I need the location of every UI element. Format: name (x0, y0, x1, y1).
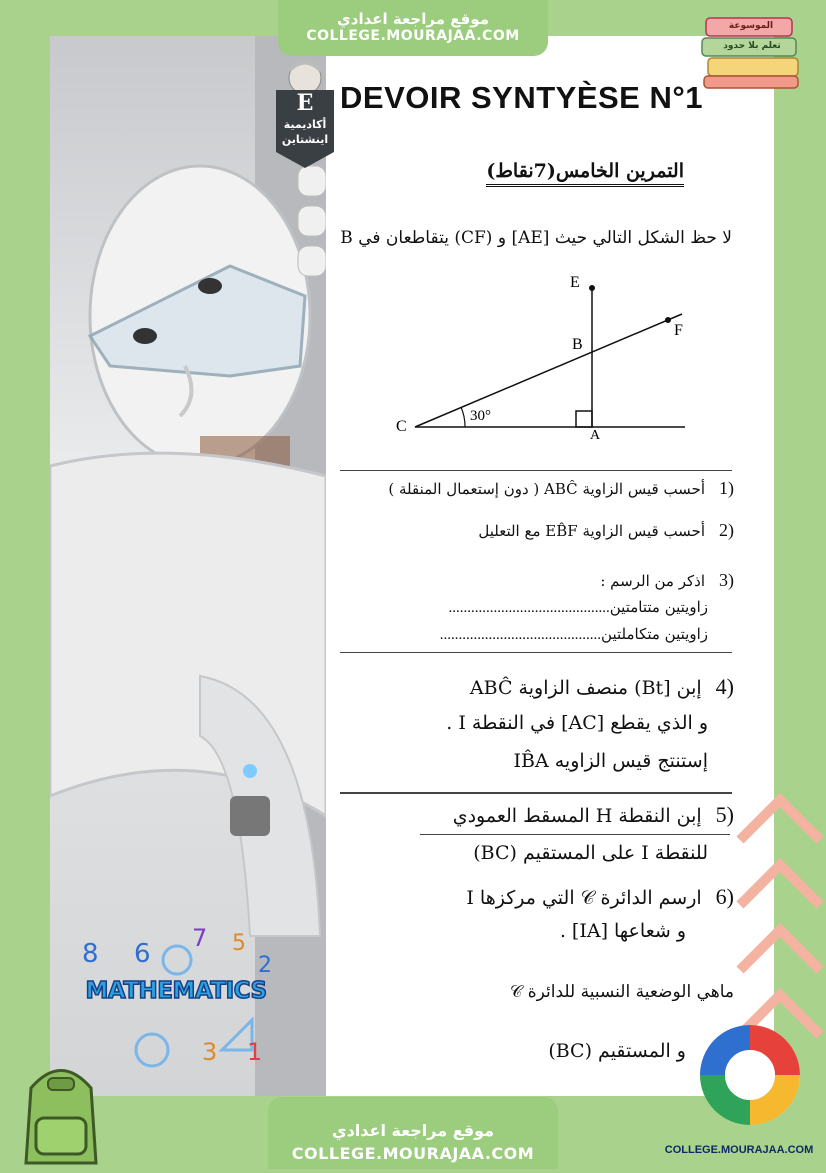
svg-text:7: 7 (192, 924, 208, 952)
point-c-label: C (396, 418, 407, 435)
question-3: (3اذكر من الرسم : (600, 570, 734, 590)
question-3-item-1: زاويتين متتامتين........................................... (448, 598, 708, 616)
question-6: (6ارسم الدائرة 𝒞 التي مركزها I (466, 884, 734, 909)
site-name-ar: موقع مراجعة اعدادي (337, 10, 489, 28)
question-6-line-4: و المستقيم (BC) (548, 1040, 686, 1062)
books-sticker-line-1: الموسوعة (728, 21, 774, 31)
site-footer-banner[interactable] (268, 1097, 558, 1169)
mathematics-logo (72, 920, 282, 1080)
geometry-figure (390, 270, 700, 450)
divider (340, 792, 732, 794)
point-a-label: A (590, 428, 601, 443)
site-header-banner[interactable] (278, 0, 548, 56)
question-2: (2أحسب قيس الزاوية EB̂F مع التعليل (478, 520, 734, 540)
chevron-decoration-icon (730, 790, 826, 1050)
exercise-heading: التمرين الخامس(7نقاط) (486, 160, 684, 187)
question-3-item-2: زاويتين متكاملتين........................................... (439, 625, 708, 643)
exercise-intro: لا حظ الشكل التالي حيث [AE] و (CF) يتقاطعان في B (340, 228, 732, 248)
books-icon (700, 12, 805, 92)
point-b-label: B (572, 336, 583, 353)
backpack-icon (6, 1058, 116, 1169)
divider (340, 652, 732, 653)
point-e-label: E (570, 274, 580, 291)
question-5: (5إبن النقطة H المسقط العمودي (452, 802, 734, 827)
mathematics-word: MATHEMATICS (85, 978, 267, 1004)
site-url[interactable]: COLLEGE.MOURAJAA.COM (306, 28, 520, 44)
question-6-line-3: ماهي الوضعية النسبية للدائرة 𝒞 (509, 982, 734, 1002)
site-name-ar: موقع مراجعة اعدادي (331, 1121, 495, 1140)
site-url[interactable]: COLLEGE.MOURAJAA.COM (291, 1144, 535, 1163)
question-1: (1أحسب قيس الزاوية ABĈ ( دون إستعمال المنقلة ) (388, 478, 734, 498)
point-f-label: F (674, 322, 683, 339)
angle-label: 30° (470, 408, 491, 424)
svg-text:8: 8 (82, 939, 99, 969)
divider (340, 470, 732, 471)
question-5-line-2: للنقطة I على المستقيم (BC) (473, 842, 708, 864)
badge-url[interactable]: COLLEGE.MOURAJAA.COM (664, 1144, 814, 1156)
books-sticker-line-2: تعلم بلا حدود (723, 41, 781, 51)
svg-text:2: 2 (258, 953, 272, 978)
academy-logo-name-2: اينشتاين (281, 133, 329, 146)
academy-logo-letter: E (296, 90, 314, 116)
question-4-line-3: إستنتج قيس الزاويه IB̂A (513, 750, 708, 772)
academy-logo-name-1: أكاديمية (283, 118, 327, 131)
question-4-line-2: و الذي يقطع [AC] في النقطة I . (446, 712, 708, 734)
question-4: (4إبن [Bt) منصف الزاوية ABĈ (469, 674, 734, 699)
academy-logo (270, 60, 340, 170)
svg-text:5: 5 (232, 931, 246, 956)
subjects-wheel-icon (690, 1020, 810, 1130)
question-6-line-2: و شعاعها [IA] . (559, 920, 686, 942)
svg-text:1: 1 (247, 1038, 263, 1066)
svg-text:3: 3 (202, 1038, 218, 1066)
page-title: DEVOIR SYNTYÈSE N°1 (340, 80, 703, 115)
divider (420, 834, 730, 835)
svg-text:6: 6 (134, 939, 151, 969)
